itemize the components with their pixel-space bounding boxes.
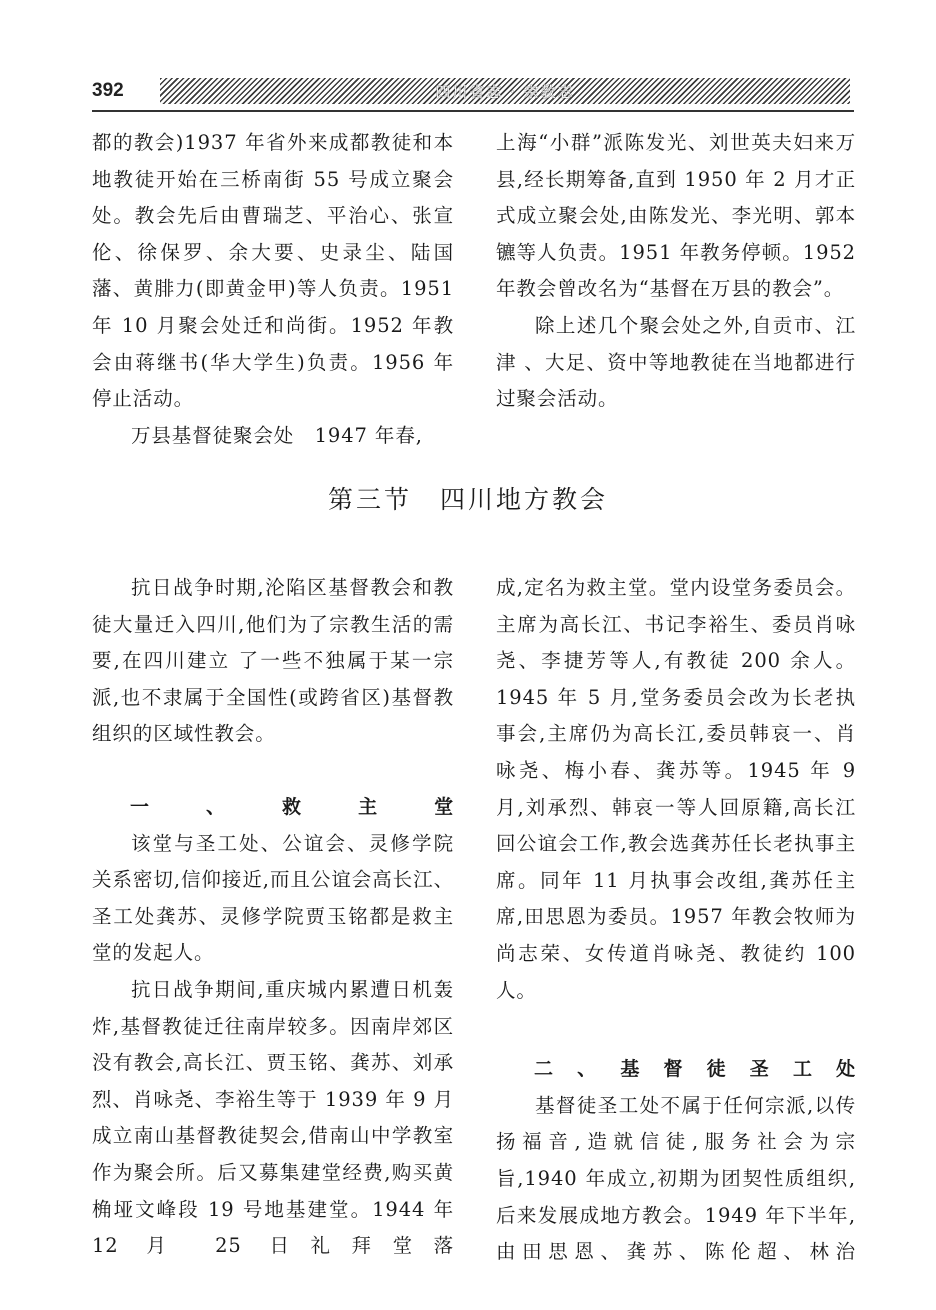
sub-heading: 二、基督徒圣工处 bbox=[534, 1058, 856, 1081]
paragraph: 万县基督徒聚会处 1947 年春, bbox=[131, 423, 423, 447]
paragraph: 都的教会)1937 年省外来成都教徒和本地教徒开始在三桥南街 55 号成立聚会处。教会先后由曹瑞芝、平治心、张宣伦、徐保罗、余大要、史录尘、陆国藩、黄腓力(即黄金甲)等人负责。1951 年 10 月聚会处迁和尚街。1952 年教会由蒋继书(华大学生)负责。1956 年停止活动。 bbox=[92, 131, 454, 411]
top-right-column bbox=[496, 125, 856, 418]
page-number: 392 bbox=[92, 80, 124, 101]
top-left-column bbox=[92, 125, 454, 454]
sub-heading: 一、救主堂 bbox=[130, 795, 454, 818]
paragraph: 上海“小群”派陈发光、刘世英夫妇来万县,经长期筹备,直到 1950 年 2 月才正式成立聚会处,由陈发光、李光明、郭本镳等人负责。1951 年教务停顿。1952 年教会曾改名为“基督在万县的教会”。 bbox=[496, 131, 856, 301]
bottom-right-column bbox=[496, 570, 856, 1271]
header-rule bbox=[92, 110, 854, 112]
running-title: 四川省志 · 宗教志 bbox=[435, 82, 575, 101]
paragraph: 成,定名为救主堂。堂内设堂务委员会。主席为高长江、书记李裕生、委员肖咏尧、李捷芳等人,有教徒 200 余人。1945 年 5 月,堂务委员会改为长老执事会,主席仍为高长江,委员韩哀一、肖咏尧、梅小春、龚苏等。1945 年 9 月,刘承烈、韩哀一等人回原籍,高长江回公谊会工作,教会选龚苏任长老执事主席。同年 11 月执事会改组,龚苏任主席,田思恩为委员。1957 年教会牧师为尚志荣、女传道肖咏尧、教徒约 100 人。 bbox=[496, 576, 856, 1002]
section-title: 第三节 四川地方教会 bbox=[327, 485, 608, 514]
running-header-bar bbox=[160, 78, 850, 104]
page-header bbox=[92, 78, 852, 108]
paragraph: 该堂与圣工处、公谊会、灵修学院关系密切,信仰接近,而且公谊会高长江、圣工处龚苏、灵修学院贾玉铭都是救主堂的发起人。 bbox=[92, 831, 454, 965]
paragraph: 抗日战争期间,重庆城内累遭日机轰炸,基督教徒迁往南岸较多。因南岸郊区没有教会,高长江、贾玉铭、龚苏、刘承烈、肖咏尧、李裕生等于 1939 年 9 月成立南山基督教徒契会,借南山中学教室作为聚会所。后又募集建堂经费,购买黄桷垭文峰段 19 号地基建堂。1944 年 12 月 25 日礼拜堂落 bbox=[92, 977, 454, 1258]
paragraph: 抗日战争时期,沦陷区基督教会和教徒大量迁入四川,他们为了宗教生活的需要,在四川建立 了一些不独属于某一宗派,也不隶属于全国性(或跨省区)基督教组织的区域性教会。 bbox=[92, 576, 454, 746]
bottom-left-column bbox=[92, 570, 454, 1265]
paragraph: 除上述几个聚会处之外,自贡市、江津 、大足、资中等地教徒在当地都进行过聚会活动。 bbox=[496, 313, 856, 411]
paragraph: 基督徒圣工处不属于任何宗派,以传扬福音,造就信徒,服务社会为宗旨,1940 年成立,初期为团契性质组织,后来发展成地方教会。1949 年下半年,由田思恩、龚苏、陈伦超、林治 bbox=[496, 1093, 856, 1264]
